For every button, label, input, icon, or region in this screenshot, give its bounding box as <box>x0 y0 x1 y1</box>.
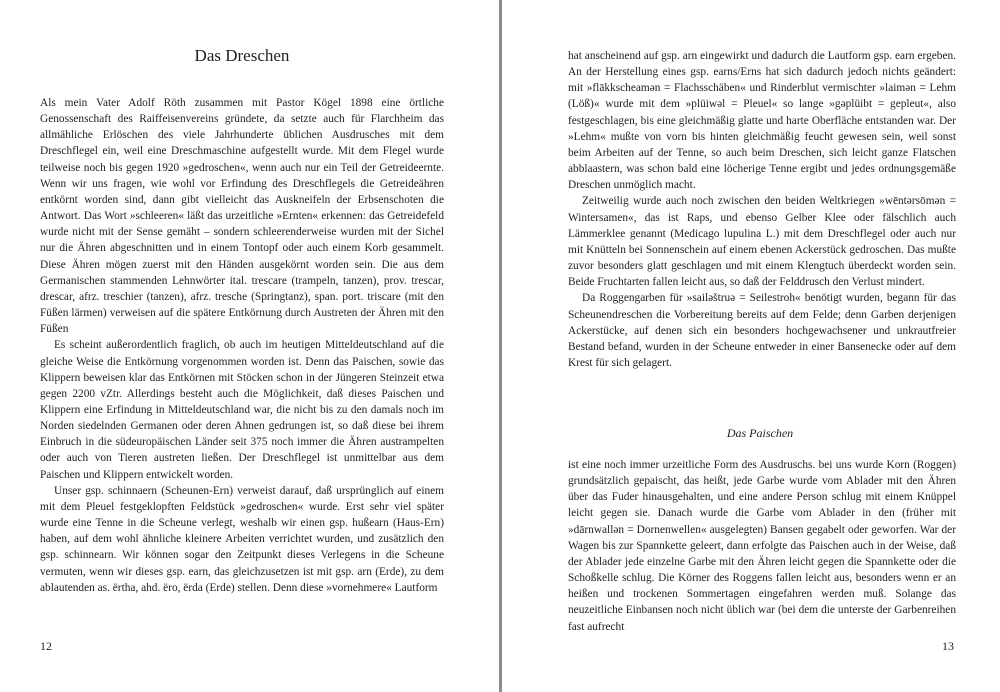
paragraph: hat anscheinend auf gsp. arn eingewirkt und dadurch die Lautform gsp. earn ergeben. An der Herstellung eines gsp. earns/Erns hat sich dadurch jedoch nichts geändert: mit »flākkscheamən = Flachsschäben« und Rinderblut vermischter »laimən = Lehm (Löß)« wurde mit dem »plüiwəl = Pleuel« so lange »gəplüibt = gepleut«, also festgeschlagen, bis eine gleichmäßig glatte und harte Oberfläche entstanden war. Der »Lehm« mußte von vorn bis hinten gleichmäßig feucht gewesen sein, weil sonst beim Arbeiten auf der Tenne, so auch beim Dreschen, sich leicht ganze Flatschen abblaastern, was schon bald eine löcherige Tenne ergibt und jedes ordnungsgemäße Dreschen unmöglich macht. <box>568 50 956 192</box>
section-subheading: Das Paischen <box>726 426 794 440</box>
right-page <box>502 0 1000 692</box>
paragraph: Da Roggengarben für »sailəštruə = Seilestroh« benötigt wurden, begann für das Scheunendreschen die Vorbereitung bereits auf dem Felde; denn Garben derjenigen Ackerstücke, auf denen sich ein besonders hochgewachsener und unkrautfreier Bestand befand, wurden in der Scheune entweder in einer Bansenecke oder auf dem Krest für sich gelagert. <box>568 292 956 369</box>
chapter-title: Das Dreschen <box>194 46 290 65</box>
page-number-left: 12 <box>40 639 52 653</box>
paragraph: Es scheint außerordentlich fraglich, ob auch im heutigen Mitteldeutschland auf die gleiche Weise die Entkörnung vorgenommen worden ist. Denn das Paischen, sowie das Klippern beweisen klar das Entkörnen mit Stöcken schon in der Jüngeren Steinzeit etwa gegen 2200 vZtr. Allerdings besteht auch die Möglichkeit, daß dieses Paischen und Klippern eine Erfindung in Mitteldeutschland war, die nicht bis zu den damals noch im Norden siedelnden Germanen oder deren Ahnen gedrungen ist, so daß diese bei ihrem Einbruch in die südeuropäischen Länder seit 375 noch immer die Ähren austrampelten oder auch von Tieren austreten ließen. Der Dreschflegel ist unmittelbar aus dem Paischen und Klippern entwickelt worden. <box>40 339 444 481</box>
paragraph: Zeitweilig wurde auch noch zwischen den beiden Weltkriegen »wēntərsōmən = Wintersamen«, das ist Raps, und ebenso Gelber Klee oder fälschlich auch Lämmerklee genannt (Medicago lupulina L.) mit dem Dreschflegel oder auch nur mit Knütteln bei Sonnenschein auf einem ebenen Ackerstück gedroschen. Das mußte zuvor besonders glatt geschlagen und mit einem Klengtuch überdeckt worden sein. Beide Fruchtarten fallen leicht aus, so daß der Felddrusch den Verlust mindert. <box>568 195 956 289</box>
right-body-text-top <box>568 48 956 371</box>
paragraph: Unser gsp. schinnaern (Scheunen-Ern) verweist darauf, daß ursprünglich auf einem mit dem Pleuel festgeklopften Feldstück »gedroschen« wurde. Erst sehr viel später wurde eine Tenne in die Scheune verlegt, weshalb wir einen gsp. hußearn (Haus-Ern) haben, auf dem wohl ähnliche kleinere Arbeiten verrichtet wurden, und zusätzlich den gsp. schinnearn. Wir können sogar den Zeitpunkt dieses Verlegens in die Scheune vermuten, wenn wir dieses gsp. earn, das gleichzusetzen ist mit gsp. arn (Erde), zu dem ablautenden as. ërtha, ahd. ëro, ërda (Erde) stellen. Denn diese »vornehmere« Lautform <box>40 484 444 594</box>
paragraph: ist eine noch immer urzeitliche Form des Ausdruschs. bei uns wurde Korn (Roggen) grundsätzlich gepaischt, das heißt, jede Garbe wurde vom Ablader mit den Ähren über das Fuder hinausgehalten, und eine andere Person schlug mit einem Knüppel leicht gegen sie. Danach wurde die Garbe vom Ablader in den (früher mit »dārnwallən = Dornenwellen« ausgelegten) Bansen gegabelt oder geworfen. War der Wagen bis zur Spannkette geleert, dann erfolgte das Paischen auch in der Weise, daß der Ablader jede einzelne Garbe mit den Ähren leicht gegen die Spannkette oder die Schoßkelle schlug. Die Körner des Roggens fallen leicht aus, besonders wenn er an heißen und trockenen Sommertagen eingefahren werden muß. Solange das neuzeitliche Einbansen noch nicht üblich war (bei dem die unterste der Garbenreihen fast aufrecht <box>568 459 956 633</box>
right-body-text-bottom <box>568 457 956 635</box>
paragraph: Als mein Vater Adolf Röth zusammen mit Pastor Kögel 1898 eine örtliche Genossenschaft des Raiffeisenvereins gründete, da setzte auch für Flarchheim das allmähliche Erlöschen des viele Jahrhunderte üblichen Ausdrusches mit dem Dreschflegel ein, weil eine Dreschmaschine aufgestellt wurde. Mit dem Flegel wurde teilweise noch bis gegen 1920 »gedroschen«, wenn auch nur ein Teil der Getreideernte. Wenn wir uns fragen, wie wohl vor Erfindung des Dreschflegels die Getreideähren entkörnt worden sind, dann gibt vielleicht das Auskneifeln der Erbsenschoten die Antwort. Das Wort »schleeren« läßt das urzeitliche »Ernten« erkennen: das Getreidefeld wurde nicht mit der Sense gemäht – sondern schleerenderweise wurden mit der Sichel nur die Ähren abgeschnitten und in einem Tontopf oder auch einem Korb gesammelt. Diese Ähren mögen zuerst mit den Händen ausgekörnt worden sein. Die aus dem Germanischen stammenden Lehnwörter ital. trescare (trampeln, tanzen), prov. trescar, drescar, afrz. treschier (tanzen), afrz. tresche (Springtanz), span. port. triscare (mit den Füßen lärmen) verweisen auf die spätere Entkörnung durch Austreten der Ähren mit den Füßen <box>40 97 444 336</box>
left-body-text <box>40 95 444 596</box>
page-number-right: 13 <box>942 639 954 653</box>
